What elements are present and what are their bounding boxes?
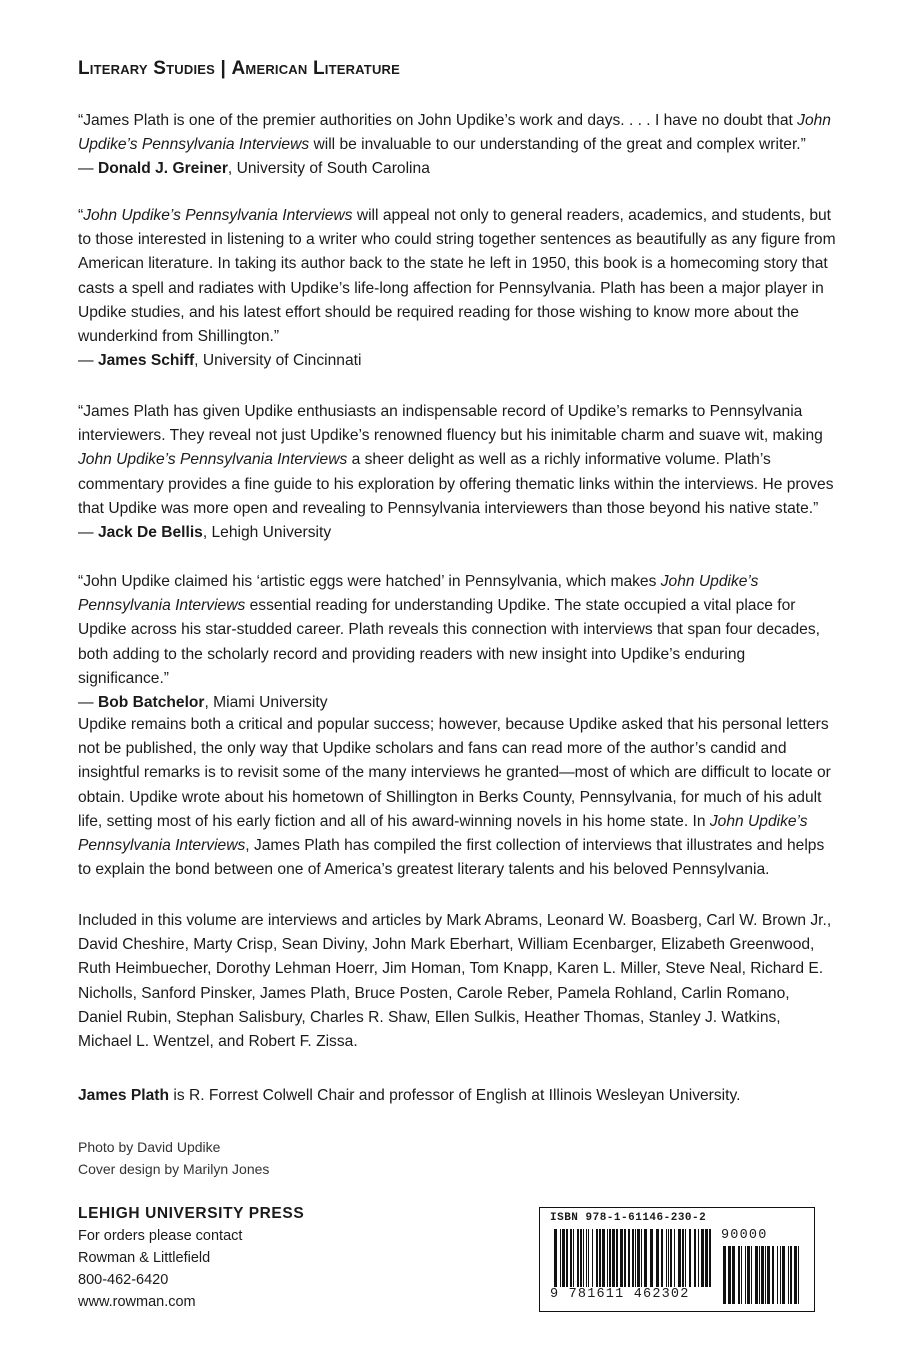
blurb-attribution: — James Schiff, University of Cincinnati bbox=[78, 352, 362, 370]
isbn-barcode bbox=[539, 1207, 815, 1312]
barcode-bar bbox=[656, 1229, 659, 1287]
barcode-bar bbox=[632, 1229, 634, 1287]
barcode-bar bbox=[674, 1229, 675, 1287]
cover-design-credit: Cover design by Marilyn Jones bbox=[78, 1161, 270, 1177]
blurb-schiff bbox=[78, 204, 838, 373]
barcode-bar bbox=[583, 1229, 584, 1287]
barcode-bar bbox=[777, 1246, 778, 1304]
barcode-bar bbox=[554, 1229, 557, 1287]
distributor-name: Rowman & Littlefield bbox=[78, 1250, 211, 1266]
blurb-text: “James Plath is one of the premier authorities on John Updike’s work and days. . . . I have no doubt that John Updike’s Pennsylvania Interviews will be invaluable to our understanding of the great and complex writer.” bbox=[78, 112, 831, 154]
barcode-bar bbox=[624, 1229, 626, 1287]
blurb-text: “James Plath has given Updike enthusiasts an indispensable record of Updike’s remarks to Pennsylvania interviewers. They reveal not just Updike’s renowned fluency but his inimitable charm and suave wit, making John Updike’s Pennsylvania Interviews a sheer delight as well as a richly informative volume. Plath’s commentary provides a fine guide to his exploration by offering thematic links within the interviews. He proves that Updike was more open and revealing to Pennsylvania interviewers than those beyond his native state.” bbox=[78, 403, 834, 517]
barcode-bar bbox=[580, 1229, 582, 1287]
barcode-bar bbox=[732, 1246, 735, 1304]
barcode-bar bbox=[765, 1246, 766, 1304]
contributors-list: Included in this volume are interviews and articles by Mark Abrams, Leonard W. Boasberg, Carl W. Brown Jr., David Cheshire, Marty Crisp, Sean Diviny, John Mark Eberhart, William Ecenbarger, Elizabeth Greenwood, Ruth Heimbuecher, Dorothy Lehman Hoerr, Jim Homan, Tom Knapp, Karen L. Miller, Steve Neal, Richard E. Nicholls, Sanford Pinsker, James Plath, Bruce Posten, Carole Reber, Pamela Rohland, Carlin Romano, Daniel Rubin, Stephan Salisbury, Charles R. Shaw, Ellen Sulkis, Heather Thomas, Stanley J. Watkins, Michael L. Wentzel, and Robert F. Zissa. bbox=[78, 912, 832, 1051]
barcode-bar bbox=[609, 1229, 611, 1287]
barcode-bar bbox=[790, 1246, 792, 1304]
barcode-bar bbox=[685, 1229, 686, 1287]
barcode-bar bbox=[709, 1229, 711, 1287]
barcode-bar bbox=[641, 1229, 642, 1287]
barcode-bar bbox=[586, 1229, 587, 1287]
barcode-bar bbox=[751, 1246, 752, 1304]
blurb-attribution: — Bob Batchelor, Miami University bbox=[78, 694, 328, 712]
blurb-text: “John Updike’s Pennsylvania Interviews will appeal not only to general readers, academics, and students, but to those interested in listening to a writer who could string together sentences as beautifully as any figure from American literature. In taking its author back to the state he left in 1950, this book is a homecoming story that casts a spell and radiates with Updike’s life-long affection for Pennsylvania. Plath has been a major player in Updike studies, and his latest effort should be required reading for those wishing to know more about the wunderkind from Shillington.” bbox=[78, 207, 836, 346]
barcode-bar bbox=[772, 1246, 774, 1304]
blurb-de-bellis bbox=[78, 400, 838, 545]
barcode-bar bbox=[738, 1246, 740, 1304]
barcode-bar bbox=[661, 1229, 663, 1287]
orders-line: For orders please contact bbox=[78, 1228, 243, 1244]
barcode-bar bbox=[570, 1229, 572, 1287]
credits bbox=[78, 1136, 269, 1180]
photo-credit: Photo by David Updike bbox=[78, 1139, 221, 1155]
heading-literary-studies: Literary Studies bbox=[78, 58, 216, 79]
barcode-bar bbox=[741, 1246, 742, 1304]
author-bio: James Plath is R. Forrest Colwell Chair and professor of English at Illinois Wesleyan University. bbox=[78, 1087, 741, 1104]
barcode-bar bbox=[566, 1229, 568, 1287]
barcode-bar bbox=[747, 1246, 750, 1304]
barcode-bar bbox=[767, 1246, 770, 1304]
barcode-bar bbox=[588, 1229, 589, 1287]
ean13-bars bbox=[554, 1229, 714, 1287]
barcode-bar bbox=[745, 1246, 746, 1304]
barcode-bar bbox=[723, 1246, 726, 1304]
barcode-bar bbox=[701, 1229, 704, 1287]
blurb-attribution: — Donald J. Greiner, University of South Carolina bbox=[78, 160, 430, 178]
barcode-bar bbox=[682, 1229, 684, 1287]
barcode-bar bbox=[560, 1229, 561, 1287]
publisher-name: LEHIGH UNIVERSITY PRESS bbox=[78, 1205, 305, 1222]
barcode-bar bbox=[798, 1246, 799, 1304]
addon-bars bbox=[723, 1246, 801, 1304]
blurb-batchelor bbox=[78, 570, 838, 715]
barcode-bar bbox=[616, 1229, 618, 1287]
barcode-bar bbox=[761, 1246, 764, 1304]
blurb-text: “John Updike claimed his ‘artistic eggs were hatched’ in Pennsylvania, which makes John Updike’s Pennsylvania Interviews essential reading for understanding Updike. The state occupied a vital place for Updike across his star-studded career. Plath reveals this connection with interviews that span four decades, both adding to the scholarly record and providing readers with new insight into Updike’s enduring significance.” bbox=[78, 573, 820, 687]
isbn-text: ISBN 978-1-61146-230-2 bbox=[550, 1212, 707, 1224]
barcode-bar bbox=[678, 1229, 681, 1287]
barcode-bar bbox=[705, 1229, 708, 1287]
barcode-digits: 9 781611 462302 bbox=[550, 1287, 690, 1302]
author-name: James Plath bbox=[78, 1087, 170, 1104]
barcode-bar bbox=[620, 1229, 623, 1287]
category-heading bbox=[78, 58, 400, 80]
barcode-bar bbox=[635, 1229, 636, 1287]
barcode-bar bbox=[607, 1229, 608, 1287]
barcode-bar bbox=[689, 1229, 691, 1287]
barcode-bar bbox=[670, 1229, 672, 1287]
barcode-bar bbox=[562, 1229, 565, 1287]
blurb-attribution: — Jack De Bellis, Lehigh University bbox=[78, 524, 332, 542]
phone-number: 800-462-6420 bbox=[78, 1272, 169, 1288]
barcode-bar bbox=[628, 1229, 630, 1287]
addon-digits: 90000 bbox=[721, 1228, 768, 1243]
barcode-bar bbox=[644, 1229, 647, 1287]
barcode-bar bbox=[728, 1246, 731, 1304]
barcode-bar bbox=[602, 1229, 605, 1287]
website: www.rowman.com bbox=[78, 1294, 196, 1310]
barcode-bar bbox=[668, 1229, 669, 1287]
barcode-bar bbox=[755, 1246, 758, 1304]
barcode-bar bbox=[780, 1246, 781, 1304]
barcode-bar bbox=[577, 1229, 579, 1287]
blurb-greiner bbox=[78, 109, 838, 182]
barcode-bar bbox=[592, 1229, 593, 1287]
barcode-bar bbox=[788, 1246, 789, 1304]
barcode-bar bbox=[666, 1229, 667, 1287]
heading-separator: | bbox=[215, 58, 232, 79]
barcode-bar bbox=[698, 1229, 699, 1287]
barcode-bar bbox=[599, 1229, 601, 1287]
barcode-bar bbox=[694, 1229, 696, 1287]
barcode-bar bbox=[573, 1229, 574, 1287]
barcode-bar bbox=[596, 1229, 598, 1287]
barcode-bar bbox=[759, 1246, 760, 1304]
heading-american-literature: American Literature bbox=[231, 58, 400, 79]
book-description: Updike remains both a critical and popular success; however, because Updike asked that his personal letters not be published, the only way that Updike scholars and fans can read more of the author’s candid and insightful remarks is to revisit some of the many interviews he granted—most of which are difficult to locate or obtain. Updike wrote about his hometown of Shillington in Berks County, Pennsylvania, for much of his adult life, setting most of his early fiction and all of his award-winning novels in his home state. In John Updike’s Pennsylvania Interviews, James Plath has compiled the first collection of interviews that illustrates and helps to explain the bond between one of America’s greatest literary talents and his beloved Pennsylvania. bbox=[78, 716, 831, 879]
barcode-bar bbox=[794, 1246, 797, 1304]
barcode-bar bbox=[650, 1229, 653, 1287]
barcode-bar bbox=[637, 1229, 640, 1287]
barcode-bar bbox=[782, 1246, 785, 1304]
barcode-bar bbox=[612, 1229, 615, 1287]
publisher-info bbox=[78, 1203, 304, 1313]
